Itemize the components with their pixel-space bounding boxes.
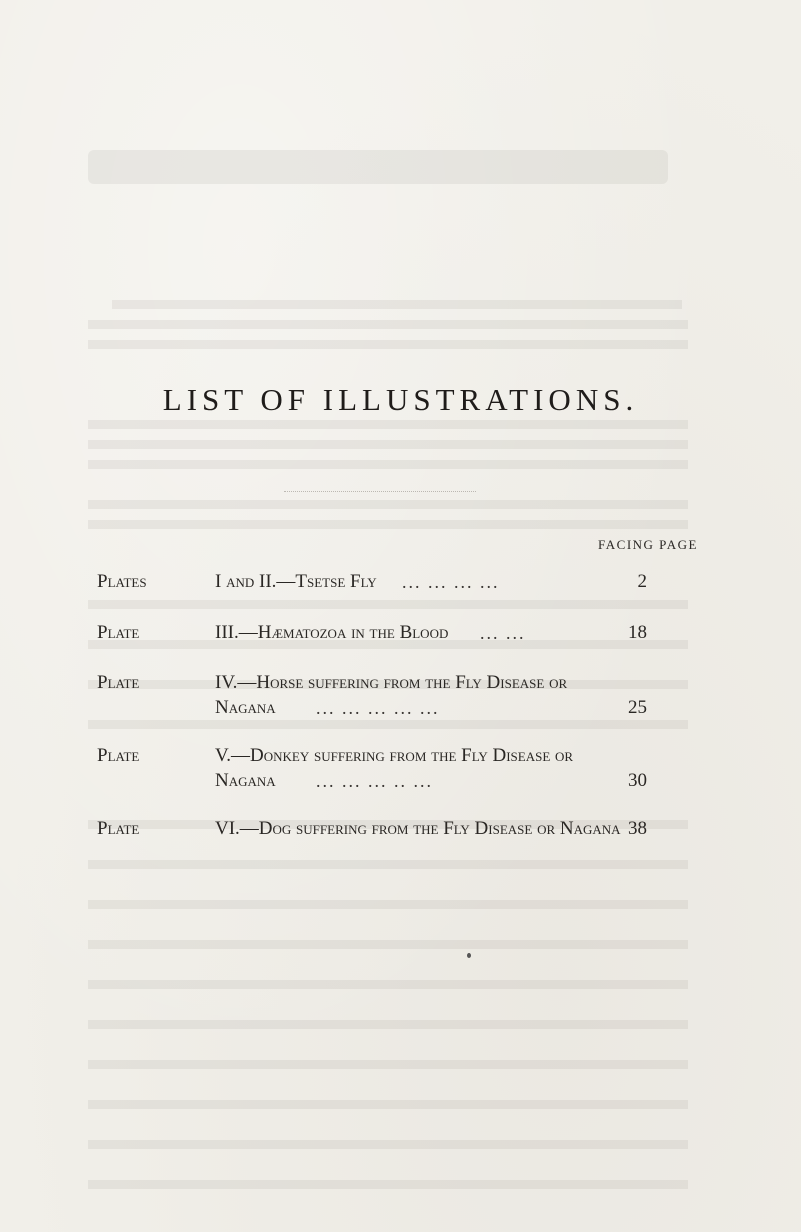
- entry-title: V.—Donkey suffering from the Fly Disease or: [215, 745, 574, 766]
- entry-leader-dots: ... ... ... .. ...: [316, 771, 433, 791]
- entry-title: I and II.—Tsetse Fly: [215, 571, 377, 592]
- entry-page-number: 25: [628, 697, 647, 718]
- list-item-plate-6: [97, 818, 621, 840]
- entry-title: III.—Hæmatozoa in the Blood: [215, 622, 449, 643]
- title-divider: [284, 491, 476, 492]
- entry-page-number: 38: [628, 818, 647, 839]
- entry-page-number: 30: [628, 770, 647, 791]
- entry-title-continued: Nagana: [215, 770, 276, 791]
- list-item-plate-3: [97, 622, 448, 644]
- entry-label: Plate: [97, 818, 140, 839]
- ink-speck: [467, 953, 471, 958]
- entry-title-continued: Nagana: [215, 697, 276, 718]
- list-item-plate-5: [97, 745, 573, 767]
- entry-page-number: 2: [637, 571, 647, 592]
- list-item-plates-1-2: [97, 571, 377, 593]
- list-item-plate-4: [97, 672, 567, 694]
- entry-label: Plate: [97, 622, 140, 643]
- entry-label: Plates: [97, 571, 147, 592]
- entry-label: Plate: [97, 745, 140, 766]
- entry-label: Plate: [97, 672, 140, 693]
- page-title: LIST OF ILLUSTRATIONS.: [162, 382, 639, 417]
- entry-title: VI.—Dog suffering from the Fly Disease or Nagana: [215, 818, 621, 839]
- entry-title: IV.—Horse suffering from the Fly Disease or: [215, 672, 568, 693]
- entry-leader-dots: ... ... ... ...: [402, 572, 500, 592]
- entry-page-number: 18: [628, 622, 647, 643]
- entry-leader-dots: ... ... ... ... ...: [316, 698, 440, 718]
- entry-leader-dots: ... ...: [480, 623, 526, 643]
- facing-page-header: FACING PAGE: [598, 537, 698, 552]
